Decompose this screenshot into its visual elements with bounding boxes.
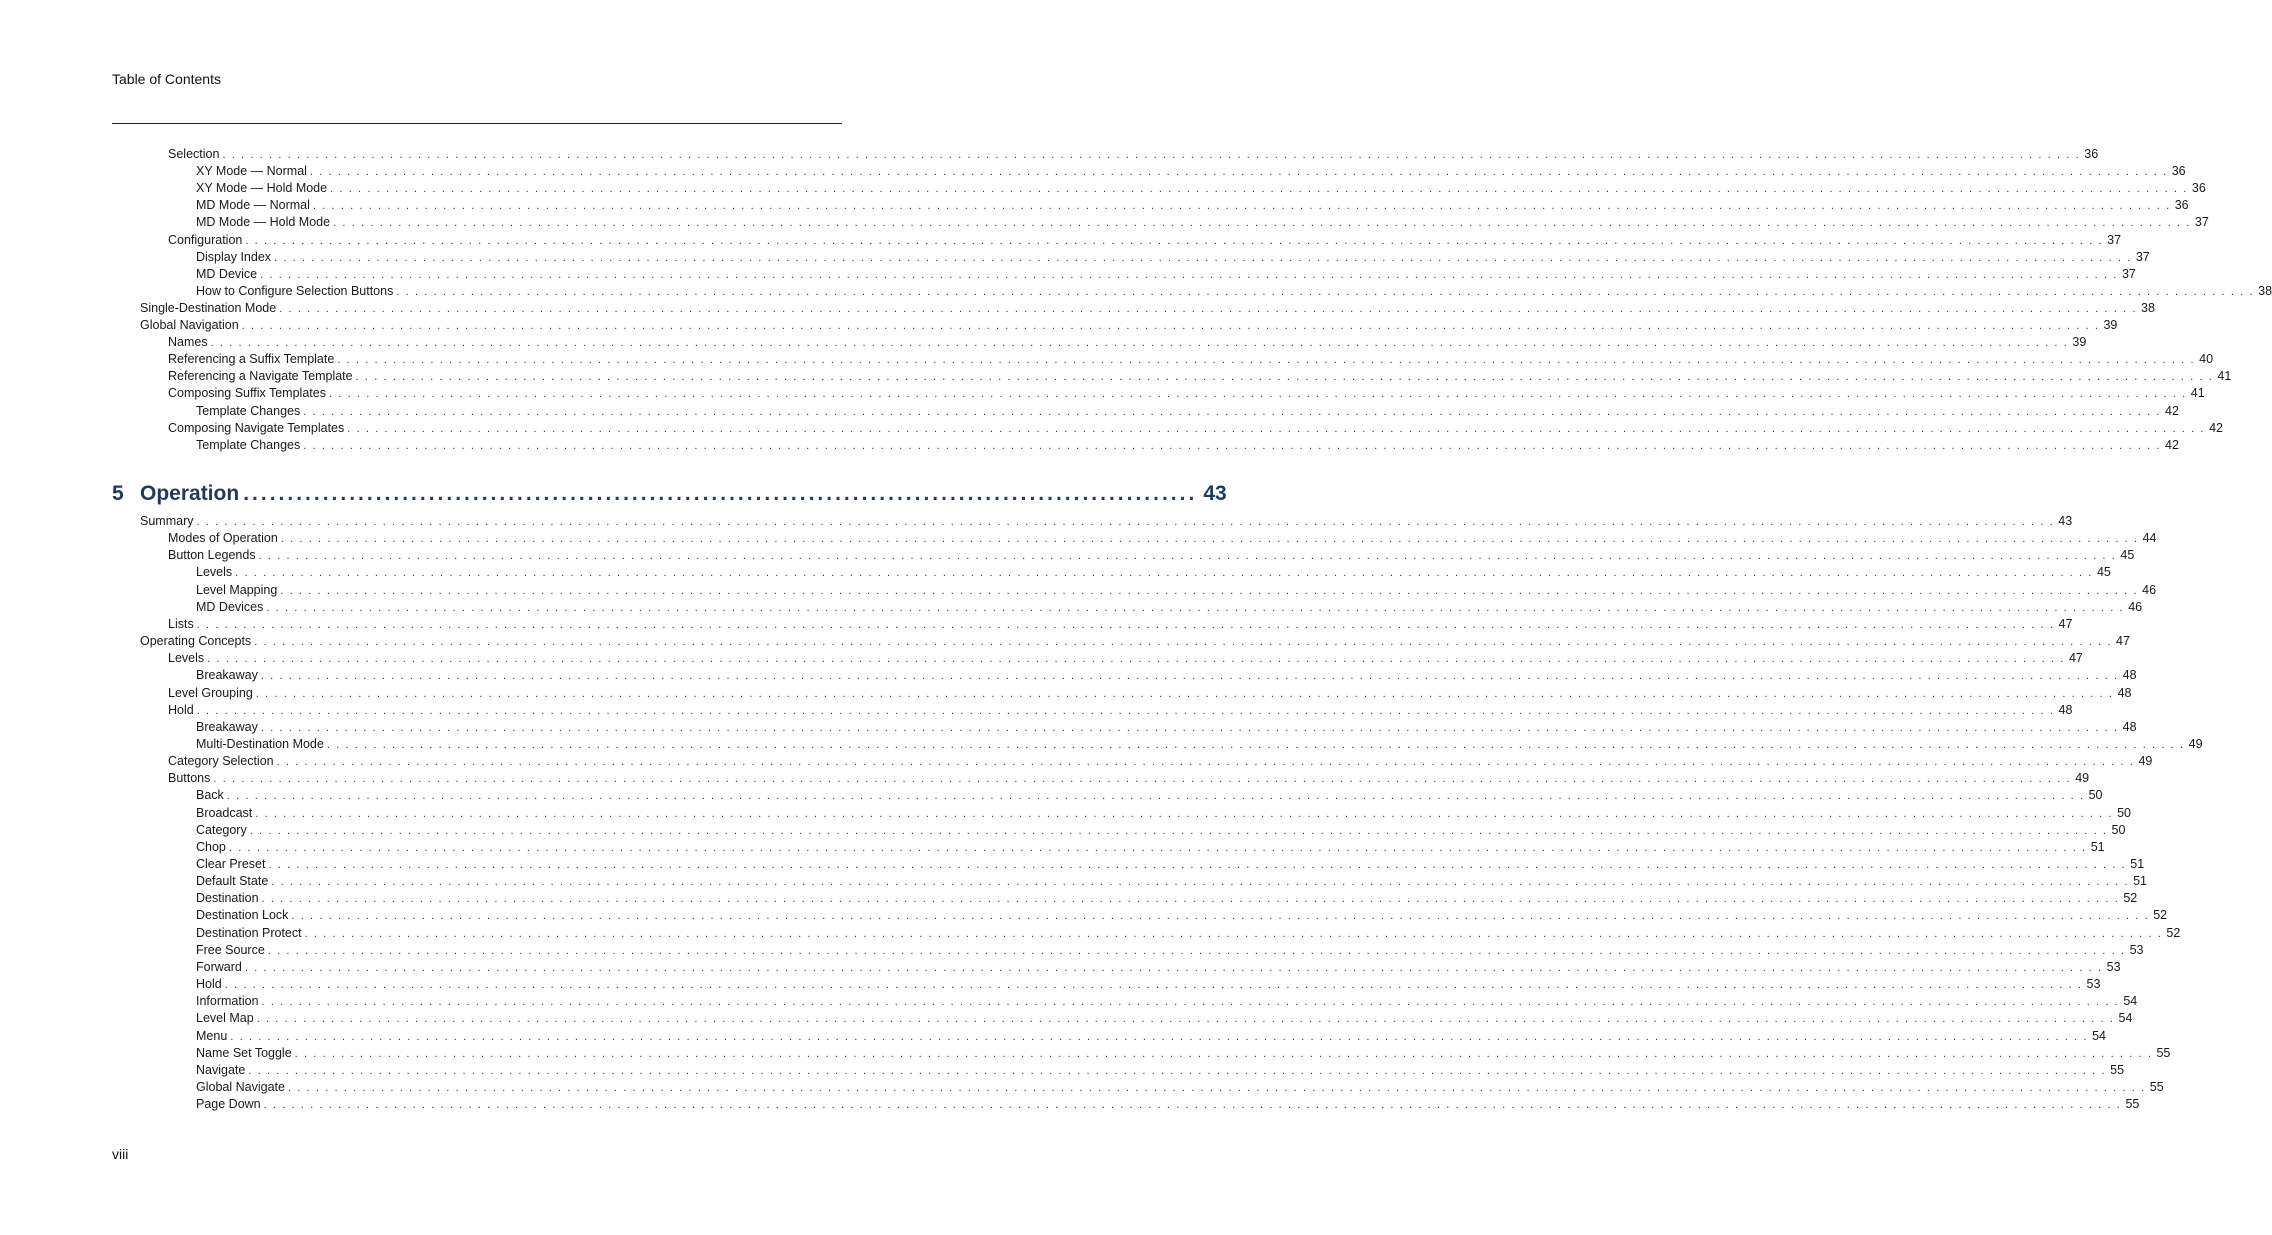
- toc-entry-label: Summary: [140, 514, 194, 528]
- toc-entry-label: Composing Suffix Templates: [168, 386, 326, 401]
- dot-leader: . . . . . . . . . . . . . . . . . . . . . . . . . . . . . . . . . . . . . . . . . . . . . . . . . . . . . . . . . . . . . . . . . . . . . . . . . . . . . . . . . . . . . . . . . . . . . . . . . . . . . . . . . . . . . . . . . . . . . . . . . . . . . . . . . . . . . . . . . . . . . . . . . . . . . . . . . . . . . . . . . . . . . . . . . . . . . . . . . . . . . . . . . . . . . . . . . . . . . . . .: [355, 371, 2214, 384]
- toc-entry-label: Global Navigation: [140, 318, 239, 332]
- toc-entry-label: MD Devices: [196, 599, 264, 614]
- toc-entry-label: Referencing a Suffix Template: [168, 352, 335, 367]
- toc-entry[interactable]: [196, 873, 2147, 891]
- toc-entry-label: Free Source: [196, 942, 265, 957]
- header-rule: [112, 123, 842, 124]
- toc-entry-page: 46: [2128, 599, 2143, 614]
- toc-entry-label: Levels: [168, 651, 205, 666]
- toc-entry[interactable]: [196, 736, 2203, 754]
- toc-entry-page: 52: [2153, 908, 2168, 923]
- toc-entry[interactable]: [196, 1096, 2140, 1114]
- toc-entry-page: 37: [2121, 266, 2136, 281]
- toc-entry[interactable]: [168, 650, 2083, 668]
- toc-entry-label: MD Mode — Normal: [196, 198, 310, 213]
- toc-entry-page: 54: [2123, 994, 2138, 1009]
- toc-entry-page: 50: [2088, 788, 2103, 803]
- chapter-page: 43: [1203, 482, 1227, 505]
- toc-entry-page: 36: [2191, 181, 2206, 196]
- toc-entry-label: Global Navigate: [196, 1079, 285, 1094]
- dot-leader: . . . . . . . . . . . . . . . . . . . . . . . . . . . . . . . . . . . . . . . . . . . . . . . . . . . . . . . . . . . . . . . . . . . . . . . . . . . . . . . . . . . . . . . . . . . . . . . . . . . . . . . . . . . . . . . . . . . . . . . . . . . . . . . . . . . . . . . . . . . . . . . . . . . . . . . . . . . . . . . . . . . . . . . . . . . . . . . . . . . . . . . . . . . . . . . . . . . . . . . .: [279, 302, 2138, 315]
- toc-entry-page: 48: [2122, 719, 2137, 734]
- dot-leader: . . . . . . . . . . . . . . . . . . . . . . . . . . . . . . . . . . . . . . . . . . . . . . . . . . . . . . . . . . . . . . . . . . . . . . . . . . . . . . . . . . . . . . . . . . . . . . . . . . . . . . . . . . . . . . . . . . . . . . . . . . . . . . . . . . . . . . . . . . . . . . . . . . . . . . . . . . . . . . . . . . . . . . . . . . . . . . . . . . . . . . . . . . . . . . . . . . . . . . . .: [196, 704, 2055, 717]
- toc-entry-page: 52: [2123, 891, 2138, 906]
- toc-entry-label: Destination: [196, 891, 259, 906]
- toc-entry-page: 42: [2165, 403, 2179, 418]
- toc-entry-page: 54: [2092, 1028, 2106, 1043]
- toc-entry[interactable]: [168, 232, 2122, 250]
- toc-entry[interactable]: [196, 856, 2145, 874]
- toc-entry[interactable]: [168, 702, 2073, 720]
- toc-entry-label: Selection: [168, 147, 220, 161]
- toc-entry-page: 48: [2117, 685, 2132, 700]
- toc-entry-label: Clear Preset: [196, 857, 266, 871]
- toc-entry[interactable]: [196, 266, 2136, 284]
- toc-entry[interactable]: [196, 163, 2186, 181]
- toc-entry[interactable]: [196, 283, 2272, 301]
- toc-entry[interactable]: [196, 787, 2103, 805]
- dot-leader: . . . . . . . . . . . . . . . . . . . . . . . . . . . . . . . . . . . . . . . . . . . . . . . . . . . . . . . . . . . . . . . . . . . . . . . . . . . . . . . . . . . . . . . . . . . . . . . . . . . . . . . . . . . . . . . . . . . . . . . . . . . . . . . . . . . . . . . . . . . . . . . . . . . . . . . . . . . . . . . . . . . . . . . . . . . . . . . . . . . . . . . . . . . . . . . . . . . . . . . .: [309, 166, 2168, 179]
- dot-leader: . . . . . . . . . . . . . . . . . . . . . . . . . . . . . . . . . . . . . . . . . . . . . . . . . . . . . . . . . . . . . . . . . . . . . . . . . . . . . . . . . . . . . . . . . . . . . . . . . . . . . . . . . . . . . . . . . . . . . . . . . . . . . . . . . . . . . . . . . . . . . . . . . . . . . . . . . . . . . . . . . . . . . . . . . . . . . . . . . . . . . . . . . . . . . . . . . . . . . . . .: [260, 670, 2119, 683]
- toc-entry-page: 37: [2194, 215, 2209, 230]
- dot-leader: . . . . . . . . . . . . . . . . . . . . . . . . . . . . . . . . . . . . . . . . . . . . . . . . . . . . . . . . . . . . . . . . . . . . . . . . . . . . . . . . . . . . . . . . . . . . . . . . . . . . . . . . . . . . . . . . . . . . . . . . . . . . . . . . . . . . . . . . . . . . . . . . . . . . . . . . . . . . . . . . . . . . . . . . . . . . . . . . . . . . . . . . . . . . . . . . . . . . . . . .: [303, 405, 2162, 418]
- toc-entry-label: Navigate: [196, 1062, 246, 1077]
- dot-leader: . . . . . . . . . . . . . . . . . . . . . . . . . . . . . . . . . . . . . . . . . . . . . . . . . . . . . . . . . . . . . . . . . . . . . . . . . . . . . . . . . . . . . . . . . . . . . . . . . . . . . . . . . . . . . . . . . . . . . . . . . . . . . . . . . . . . . . . . . . . . . . . . . . . . . . . . . . . . . . . . . . . . . . . . . . . . . . . . . . . . . . . . . . . . . . . . . . . . . . . .: [266, 601, 2125, 614]
- toc-entry-label: Display Index: [196, 249, 272, 264]
- toc-entry-page: 51: [2130, 857, 2145, 871]
- toc-entry-page: 50: [2117, 805, 2131, 820]
- dot-leader: . . . . . . . . . . . . . . . . . . . . . . . . . . . . . . . . . . . . . . . . . . . . . . . . . . . . . . . . . . . . . . . . . . . . . . . . . . . . . . . . . . . . . . . . . . . . . . . . . . . . . . . . . . . . . . . . . . . . . . . . . . . . . . . . . . . . . . . . . . . . . . . . . . . . . . . . . . . . . . . . . . . . . . . . . . . . . . . . . . . . . . . . . . . . . . . . . . . . . . . .: [235, 567, 2093, 580]
- dot-leader: . . . . . . . . . . . . . . . . . . . . . . . . . . . . . . . . . . . . . . . . . . . . . . . . . . . . . . . . . . . . . . . . . . . . . . . . . . . . . . . . . . . . . . . . . . . . . . . . . . . . . . . . . . . . . . . . . . . . . . . . . . . . . . . . . . . . . . . . . . . . . . . . . . . . . . . . . . . . . . . . . . . . . . . . . . . . . . . . . . . . . . . . . . . . . . . . . . . . . . . .: [207, 653, 2065, 666]
- dot-leader: . . . . . . . . . . . . . . . . . . . . . . . . . . . . . . . . . . . . . . . . . . . . . . . . . . . . . . . . . . . . . . . . . . . . . . . . . . . . . . . . . . . . . . . . . . . . . . . . . . . . . . . . . . . . . . . . . . . . . . . . . . . . . . . . . . . . . . . . . . . . . . . . . . . . . . . . . . . . . . . . . . . . . . . . . . . . . . . . . . . . . . . . . . . . . . . . . . . . . . . .: [328, 388, 2187, 401]
- dot-leader: . . . . . . . . . . . . . . . . . . . . . . . . . . . . . . . . . . . . . . . . . . . . . . . . . . . . . . . . . . . . . . . . . . . . . . . . . . . . . . . . . . . . . . . . . . . . . . . . . . . . . . . . . . . . . . . . . . . . . . . . . . . . . . . . . . . . . . . . . . . . . . . . . . . . . . . . . . . . . . . . . . . . . . . . . . . . . . . . . . . . . . . . . . . . . . . . . . . . . . . .: [230, 1030, 2089, 1043]
- toc-entry-label: Composing Navigate Templates: [168, 420, 345, 435]
- toc-entry[interactable]: [196, 667, 2137, 685]
- toc-entry[interactable]: [140, 317, 2118, 335]
- toc-entry-page: 55: [2149, 1079, 2164, 1094]
- toc-entry-page: 37: [2135, 249, 2150, 264]
- toc-entry-label: Chop: [196, 839, 226, 854]
- toc-entry-label: Buttons: [168, 771, 211, 786]
- toc-entry-label: Levels: [196, 565, 233, 580]
- toc-entry-label: MD Mode — Hold Mode: [196, 215, 331, 230]
- dot-leader: . . . . . . . . . . . . . . . . . . . . . . . . . . . . . . . . . . . . . . . . . . . . . . . . . . . . . . . . . . . . . . . . . . . . . . . . . . . . . . . . . . . . . . . . . . . . . . . . . . . . . . . . . . . . . . . . . . . . . . . . . . . . . . . . . . . . . . . . . . . . . . . . . . . . . . . . . . . . . . . . . . . . . . . . . . . . . . . . . . . . . . . . . . . . . . . . . . . . . . . .: [303, 439, 2162, 452]
- toc-entry-label: Multi-Destination Mode: [196, 736, 324, 751]
- toc-entry-page: 38: [2141, 300, 2155, 315]
- toc-entry[interactable]: [196, 582, 2157, 600]
- dot-leader: . . . . . . . . . . . . . . . . . . . . . . . . . . . . . . . . . . . . . . . . . . . . . . . . . . . . . . . . . . . . . . . . . . . . . . . . . . . . . . . . . . . . . . . . . . . . . . . . . . . . . . . . . . . . . . . . . . . . . . . . . . . . . . . . . . . . . . . . . . . . . . . . . . . . . . . . . . . . . . . . . . . . . . . . . . . . . . . . . . . . . . . . . . . . . . . . . . . . . . . .: [261, 996, 2120, 1009]
- dot-leader: . . . . . . . . . . . . . . . . . . . . . . . . . . . . . . . . . . . . . . . . . . . . . . . . . . . . . . . . . . . . . . . . . . . . . . . . . . . . . . . . . . . . . . . . . . . . . . . . . . . . . . . . . . . . . . . . . . . . . . . . . . . . . . . . . . . . . . . . . . . . . . . . . . . . . . . . . . . . . . . . . . . . . . . . . . . . . . . . . . . . . . . . . . . . . . . . . . . . . . . .: [347, 422, 2206, 435]
- dot-leader: . . . . . . . . . . . . . . . . . . . . . . . . . . . . . . . . . . . . . . . . . . . . . . . . . . . . . . . . . . . . . . . . . . . . . . . . . . . . . . . . . . . . . . . . . . . . . . . . . . . . . . . . . . . . . . . . . . . . . . . . . . . . . . . . . . . . . . . . . . . . . . . . . . . . . . . . . . . . . . . . . . . . . . . . . . . . . . . . . . . . . . . . . . . . . . . . . . . . . . . .: [196, 516, 2055, 528]
- toc-entry-label: Page Down: [196, 1097, 261, 1112]
- toc-entry-page: 36: [2174, 198, 2189, 213]
- dot-leader: . . . . . . . . . . . . . . . . . . . . . . . . . . . . . . . . . . . . . . . . . . . . . . . . . . . . . . . . . . . . . . . . . . . . . . . . . . . . . . . . . . . . . . . . . . . . . . . . . . . . . . . . . . . . . . . . . . . . . . . . . . . . . . . . . . . . . . . . . . . . . . . . . . . . . . . . . . . . . . . . . . . . . . . . . . . . . . . . . . . . . . . . . . . . . . . . . . . . . . . .: [326, 738, 2185, 751]
- dot-leader: . . . . . . . . . . . . . . . . . . . . . . . . . . . . . . . . . . . . . . . . . . . . . . . . . . . . . . . . . . . . . . . . . . . . . . . . . . . . . . . . . . . . . . . . . . . . . . . . . . . . . . . . . . . . . . . . . . . . . . . . . . . . . . . . . . . . . . . . . . . . . . . . . . . . . . . . . . . . . . . . . . . . . . . . . . . . . . . . . . . . . . . . . . . . . . . . . . . . . . . .: [280, 584, 2139, 597]
- toc-entry[interactable]: [196, 976, 2101, 994]
- dot-leader: . . . . . . . . . . . . . . . . . . . . . . . . . . . . . . . . . . . . . . . . . . . . . . . . . . . . . . . . . . . . . . . . . . . . . . . . . . . . . . . . . . . . . . . . . . . . . . . . . . . . . . . . . . . . . . . . . . . . . . . . . . . . . . . . . . . . . . . . . . . . . . . . . . . . . . . . . . . . . . . . . . . . . . . . . . . . . . . . . . . . . . . . . . . . . . . . . . . . . . . .: [241, 320, 2100, 332]
- toc-entry-page: 40: [2199, 352, 2214, 367]
- toc-entry-page: 45: [2096, 565, 2111, 580]
- dot-leader: . . . . . . . . . . . . . . . . . . . . . . . . . . . . . . . . . . . . . . . . . . . . . . . . . . . . . . . . . . . . . . . . . . . . . . . . . . . . . . . . . . . . . . . . . . . . . . . . . . . . . . . . . . . . . . . . . . . . . . . . . . . . . . . . . . . . . . . . . . . . . . . . . . . . . . . . . . . . . . . . . . . . . . . . . . . . . . . . . . . . . . . . . . . . . . . . . . . . . . . .: [224, 979, 2083, 992]
- footer-page-number: viii: [112, 1146, 129, 1162]
- toc-entry-page: 52: [2166, 925, 2181, 940]
- dot-leader: . . . . . . . . . . . . . . . . . . . . . . . . . . . . . . . . . . . . . . . . . . . . . . . . . . . . . . . . . . . . . . . . . . . . . . . . . . . . . . . . . . . . . . . . . . . . . . . . . . . . . . . . . . . . . . . . . . . . . . . . . . . . . . . . . . . . . . . . . . . . . . . . . . . . . . . . . . . . . . . . . . . . . . . . . . . . . . . . . . . . . . . . . . . . . . . . . . . . . . . .: [256, 1013, 2115, 1026]
- toc-entry-page: 47: [2068, 651, 2083, 666]
- dot-leader: . . . . . . . . . . . . . . . . . . . . . . . . . . . . . . . . . . . . . . . . . . . . . . . . . . . . . . . . . . . . . . . . . . . . . . . . . . . . . . . . . . . . . . . . . . . . . . . . . . . . . . . . . . . . . . . . . . . . . . . . . . . . . . . . . . . . . . . . . . . . . . . . . . . . . . . . . . . . . . . . . . . . . . . . . . . . . . . . . . . . . . . . . . . . . . . . . . . . . . . .: [291, 910, 2150, 923]
- toc-entry-page: 47: [2116, 634, 2130, 649]
- dot-leader: . . . . . . . . . . . . . . . . . . . . . . . . . . . . . . . . . . . . . . . . . . . . . . . . . . . . . . . . . . . . . . . . . . . . . . . . . . . . . . . . . . . . . . . . . . . . . . . . . . . . . . . . . . . . . . . . . . . . . . . . . . . . . . . . . . . . . . . . . . . . . . . . . . . . . . . . . . . . . . . . . . . . . . . . . . . . . . . . . . . . . . . . . . . . . . . . . . . . . . . .: [261, 893, 2120, 906]
- toc-entry-page: 53: [2106, 959, 2121, 974]
- toc-entry-label: Menu: [196, 1028, 228, 1043]
- dot-leader: . . . . . . . . . . . . . . . . . . . . . . . . . . . . . . . . . . . . . . . . . . . . . . . . . . . . . . . . . . . . . . . . . . . . . . . . . . . . . . . . . . . . . . . . . . . . . . . . . . . . . . . . . . . . . . . . . . . . . . . . . . . . . . . . . . . . . . . . . . . . . . . . . . . . . . . . . . . . . . . . . . . . . . . . . . . . . . . . . . . . . . . . . . . . . . . . . . . . . . . .: [258, 550, 2117, 563]
- toc-entry-page: 47: [2058, 616, 2073, 631]
- toc-entry[interactable]: [196, 907, 2168, 925]
- toc-entry-page: 42: [2209, 420, 2223, 435]
- dot-leader: . . . . . . . . . . . . . . . . . . . . . . . . . . . . . . . . . . . . . . . . . . . . . . . . . . . . . . . . . . . . . . . . . . . . . . . . . . . . . . . . . . . . . . . . . . . . . . . . . . . . . . . . . . . . . . . . . . . . . . . . . . . . . . . . . . . . . . . . . . . . . . . . . . . . . . . . . . . . . . . . . . . . . . . . . . . . . . . . . . . . . . . . . . . . . . . . . . . . . . . .: [330, 183, 2188, 196]
- chapter-title: Operation: [140, 482, 240, 505]
- toc-entry-page: 43: [2058, 514, 2073, 528]
- dot-leader: . . . . . . . . . . . . . . . . . . . . . . . . . . . . . . . . . . . . . . . . . . . . . . . . . . . . . . . . . . . . . . . . . . . . . . . . . . . . . . . . . . . . . . . . . . . . . . . . . . . . . . . . . . . . . . . . . . . . . . . . . . . . . . . . . . . . . . . . . . . . . . . . . . . . . . . . . . . . . . . . . . . . . . . . . . . . . . . . . . . . . . . . . . . . . . . . . . . . . . . .: [245, 234, 2104, 247]
- toc-entry-label: How to Configure Selection Buttons: [196, 283, 394, 298]
- toc-entry-label: Operating Concepts: [140, 634, 252, 649]
- toc-entry-page: 38: [2258, 283, 2272, 298]
- toc-entry-label: Information: [196, 994, 259, 1009]
- toc-entry[interactable]: [196, 1079, 2164, 1097]
- toc-entry[interactable]: [168, 530, 2157, 548]
- toc-entry-page: 36: [2171, 164, 2186, 179]
- toc-entry-label: Level Map: [196, 1011, 254, 1026]
- page-header-title: Table of Contents: [112, 71, 221, 87]
- toc-entry-page: 41: [2217, 369, 2232, 384]
- toc-entry-label: Single-Destination Mode: [140, 300, 277, 315]
- toc-entry-page: 54: [2118, 1011, 2133, 1026]
- toc-entry[interactable]: [196, 719, 2137, 737]
- toc-entry[interactable]: [168, 420, 2223, 438]
- dot-leader: . . . . . . . . . . . . . . . . . . . . . . . . . . . . . . . . . . . . . . . . . . . . . . . . . . . . . . . . . . . . . . . . . . . . . . . . . . . . . . . . . . . . . . . . . . . . . . . . . . . . . . . . . . . . . . . . . . . . . . . . . . . . . . . . . . . . . . . . . . . . . . . . . . . . . . . . . . . . . . . . . . . . . . . . . . . . . . . . . . . . . . . . . . . . . . . . . . . . . . . .: [222, 149, 2081, 161]
- toc-entry[interactable]: [168, 753, 2153, 771]
- toc-entry-label: Breakaway: [196, 719, 258, 734]
- toc-entry-label: Default State: [196, 874, 269, 889]
- toc-entry[interactable]: [196, 180, 2206, 198]
- toc-entry[interactable]: [196, 1028, 2106, 1046]
- toc-entry-page: 48: [2122, 668, 2137, 683]
- toc-entry-page: 49: [2188, 736, 2203, 751]
- dot-leader: . . . . . . . . . . . . . . . . . . . . . . . . . . . . . . . . . . . . . . . . . . . . . . . . . . . . . . . . . . . . . . . . . . . . . . . . . . . . . . . . . . . . . . . . . . . . . . . . . . . . . . . . . . . . . . . . . . . . . . . . . . . . . . . . . . . . . . . . . . . . . . . . . . . . . . . . . . . . . . . . . . . . . . . . . . . . . . . . . . . . . . . . . . . . . . . . . . . . . . . .: [254, 636, 2112, 649]
- dot-leader: . . . . . . . . . . . . . . . . . . . . . . . . . . . . . . . . . . . . . . . . . . . . . . . . . . . . . . . . . . . . . . . . . . . . . . . . . . . . . . . . . . . . . . . . . . . . . . . . . . . . . . . . . . . . . . . . . . . . . . . . . . . . . . . . . . . . . . . . . . . . . . . . . . . . . . . . . . . . . . . . . . . . . . . . . . . . . . . . . . . . . . . . . . . . . . . . . . . . . . . .: [274, 251, 2132, 264]
- toc-entry-page: 45: [2120, 548, 2135, 563]
- toc-entry[interactable]: [196, 839, 2105, 857]
- toc-entry-page: 44: [2142, 531, 2157, 546]
- dot-leader: . . . . . . . . . . . . . . . . . . . . . . . . . . . . . . . . . . . . . . . . . . . . . . . . . . . . . . . . . . . . . . . . . . . . . . . . . . . . . . . . . . . . . . . . . . . . . . . . . . . . . . . . . . . . . . . . . . . . . . . . . . . . . . . . . . . . . . . . . . . . . . . . . . . . . . . . . . . . . . . . . . . . . . . . . . . . . . . . . . . . . . . . . . . . . . . . . . . . . . . .: [248, 1064, 2107, 1077]
- toc-entry-page: 53: [2129, 942, 2144, 957]
- toc-entry[interactable]: [196, 942, 2144, 960]
- dot-leader: . . . . . . . . . . . . . . . . . . . . . . . . . . . . . . . . . . . . . . . . . . . . . . . . . . . . . . . . . . . . . . . . . . . . . . . . . . . . . . . . . . . . . . . . . . . . . . . . . . . . . . . . . . . . . . . . . . . . . . . . . . . . . . . . . . . . . . . . . . . . . . . . . . . . . . . . . . . . . . . . . . . . . . . . . . . . . . . . . . . . . . . . . . . . . . . . . . . . . . . .: [276, 756, 2135, 769]
- dot-leader: . . . . . . . . . . . . . . . . . . . . . . . . . . . . . . . . . . . . . . . . . . . . . . . . . . . . . . . . . . . . . . . . . . . . . . . . . . . . . . . . . . . . . . . . . . . . . . . . . . . . . . . . . . . . . . . . . . . . . . . . . . . . . . . . . . . . . . . . . . . . . . . . . . . . . . . . . . . . . . . . . . . . . . . . . . . . . . . . . . . . . . . . . . . . . . . . . . . . . . . .: [294, 1047, 2153, 1060]
- toc-entry-page: 37: [2107, 232, 2122, 247]
- toc-entry[interactable]: [168, 334, 2087, 352]
- dot-leader: . . . . . . . . . . . . . . . . . . . . . . . . . . . . . . . . . . . . . . . . . . . . . . . . . . . . . . . . . . . . . . . . . . . . . . . . . . . . . . . . . . . . . . . . . . . . . . . . . . . . . . . . . . . . . . . . . . . . . . . . . . . . . . . . . . . . . . . . . . . . . . . . . . . . . . . . . . . . . . . . . . . . . . . . . . . . . . . . . . . . . . . . . . . . . . . . . . . . . . . .: [280, 533, 2139, 546]
- dot-leader: . . . . . . . . . . . . . . . . . . . . . . . . . . . . . . . . . . . . . . . . . . . . . . . . . . . . . . . . . . . . . . . . . . . . . . . . . . . . . . . . . . . . . . . . . . . . . . . . . . . . . . . . . . . . . . . . . . . . . . . . . . . . . . . . . . . . . . . . . . . . . . . . . . . . . . . . . . . . . . . . . . . . . . . . . . . . . . . . . . . . . . . . . . . . . . . . . . . . . . . .: [268, 859, 2127, 871]
- toc-entry-label: Hold: [168, 702, 194, 717]
- toc-entry[interactable]: [196, 197, 2189, 215]
- toc-entry[interactable]: [168, 385, 2205, 403]
- toc-entry-page: 41: [2190, 386, 2205, 401]
- toc-entry[interactable]: [168, 368, 2232, 386]
- dot-leader: . . . . . . . . . . . . . . . . . . . . . . . . . . . . . . . . . . . . . . . . . . . . . . . . . . . . . . . . . . . . . . . . . . . . . . . . . . . . . . . . . . . . . . . . . . . . . . . . . . . . . . . . . . . . . . . . . . . . . . . . . . . . . . . . . . . . . . . . . . . . . . . . . . . . . . . . . . . . . . . . . . . . . . . . . . . . . . . . . . . . . . . . . . . . . . . . . . . . . . . .: [263, 1099, 2122, 1112]
- dot-leader: . . . . . . . . . . . . . . . . . . . . . . . . . . . . . . . . . . . . . . . . . . . . . . . . . . . . . . . . . . . . . . . . . . . . . . . . . . . . . . . . . . . . . . . . . . . . . . . . . . . . . . . . . . . . . . . . . . . . . . . . . . . . . . . . . . . . . . . . . . . . . . . . . . . . . . . . . . . . . . . . . . . . . . . . . . . . . . . . . . . . . . . . . . . . . . . . . . . . . . . .: [228, 841, 2087, 854]
- dot-leader: . . . . . . . . . . . . . . . . . . . . . . . . . . . . . . . . . . . . . . . . . . . . . . . . . . . . . . . . . . . . . . . . . . . . . . . . . . . . . . . . . . . . . . . . . . . . . . . . . . . . . . . . . . . . . . . . . . . . . . . . . . . . . . . . . . . . . . . . . . . . . . . . . . . . . . . . . . . . . . . . . . . . . . . . . . . . . . . . . . . . . . . . . . . . . . . . . . . . . . . .: [267, 944, 2126, 957]
- toc-entry[interactable]: [168, 547, 2135, 565]
- toc-entry-page: 55: [2156, 1045, 2171, 1060]
- toc-entry-label: MD Device: [196, 266, 258, 281]
- dot-leader: . . . . . . . . . . . . . . . . . . . . . . . . . . . . . . . . . . . . . . . . . . . . . . . . . . . . . . . . . . . . . . . . . . . . . . . . . . . . . . . . . . . . . . . . . . . . . . . . . . . . . . . . . . . . . . . . . . . . . . . . . . . . . . . . . . . . . . . . . . . . . . . . . . . . . . . . . . . . . . . . . . . . . . . . . . . . . . . . . . . . . . . . . . . . . . . . . . . . . . . .: [271, 876, 2130, 889]
- toc-entry-label: XY Mode — Hold Mode: [196, 181, 328, 196]
- toc-entry-label: Referencing a Navigate Template: [168, 369, 353, 384]
- toc-entry[interactable]: [168, 146, 2099, 164]
- toc-entry-page: 36: [2084, 147, 2099, 161]
- dot-leader: . . . . . . . . . . . . . . . . . . . . . . . . . . . . . . . . . . . . . . . . . . . . . . . . . . . . . . . . . . . . . . . . . . . . . . . . . . . . . . . . . . . . . . . . . . . . . . . . . . . . . . . . . . . . . . . . . . . . . . . . . . . . . . . . . . . . . . . . . . . . . . . . . . . . . . . . . . . . . . . . . . . . . . . . . . . . . . . . . . . . . . . . . . . . . . . . . . . . . . . .: [304, 927, 2163, 940]
- toc-entry-label: Template Changes: [196, 437, 301, 452]
- toc-entry-label: Category Selection: [168, 754, 274, 769]
- toc-entry-page: 39: [2072, 335, 2087, 350]
- toc-entry-page: 50: [2111, 822, 2126, 837]
- toc-entry[interactable]: [196, 1045, 2171, 1063]
- toc-entry[interactable]: [196, 403, 2179, 421]
- toc-entry[interactable]: [168, 351, 2214, 369]
- toc-entry[interactable]: [196, 959, 2121, 977]
- toc-entry-page: 48: [2058, 702, 2073, 717]
- toc-entry[interactable]: [168, 616, 2073, 634]
- toc-entry[interactable]: [196, 564, 2111, 582]
- toc-entry-label: Destination Protect: [196, 925, 302, 940]
- toc-entry-page: 39: [2103, 318, 2118, 332]
- dot-leader: . . . . . . . . . . . . . . . . . . . . . . . . . . . . . . . . . . . . . . . . . . . . . . . . . . . . . . . . . . . . . . . . . . . . . . . . . . . . . . . . . . . . . . . . . . . . . . . . . . . . . . . . . . . . . . . . . . . . . . . . . . . . . . . . . . . . . . . . . . . . . . . . . . . . . . . . . . . . . . . . . . . . . . . . . . . . . . . . . . . . . . . . . . . . . . . . . . . . . . . .: [249, 824, 2108, 837]
- dot-leader: . . . . . . . . . . . . . . . . . . . . . . . . . . . . . . . . . . . . . . . . . . . . . . . . . . . . . . . . . . . . . . . . . . . . . . . . . . . . . . . . . . . . . . . . . . . . . . . . . . . . . . . . . . . . . . . . . . . . . . . . . . . . . . . . . . . . . . . . . . . . . . . . . . . . . . . . . . . . . . . . . . . . . . . . . . . . . . . . . . . . . . . . . . . . . . . . . . . . . . . .: [287, 1081, 2146, 1094]
- dot-leader: ............................................................................................................: [243, 482, 1198, 505]
- toc-entry-label: Level Mapping: [196, 582, 278, 597]
- dot-leader: . . . . . . . . . . . . . . . . . . . . . . . . . . . . . . . . . . . . . . . . . . . . . . . . . . . . . . . . . . . . . . . . . . . . . . . . . . . . . . . . . . . . . . . . . . . . . . . . . . . . . . . . . . . . . . . . . . . . . . . . . . . . . . . . . . . . . . . . . . . . . . . . . . . . . . . . . . . . . . . . . . . . . . . . . . . . . . . . . . . . . . . . . . . . . . . . . . . . . . . .: [337, 354, 2196, 367]
- toc-entry-label: Names: [168, 335, 208, 350]
- dot-leader: . . . . . . . . . . . . . . . . . . . . . . . . . . . . . . . . . . . . . . . . . . . . . . . . . . . . . . . . . . . . . . . . . . . . . . . . . . . . . . . . . . . . . . . . . . . . . . . . . . . . . . . . . . . . . . . . . . . . . . . . . . . . . . . . . . . . . . . . . . . . . . . . . . . . . . . . . . . . . . . . . . . . . . . . . . . . . . . . . . . . . . . . . . . . . . . . . . . . . . . .: [396, 285, 2255, 298]
- toc-entry-page: 42: [2165, 437, 2179, 452]
- dot-leader: . . . . . . . . . . . . . . . . . . . . . . . . . . . . . . . . . . . . . . . . . . . . . . . . . . . . . . . . . . . . . . . . . . . . . . . . . . . . . . . . . . . . . . . . . . . . . . . . . . . . . . . . . . . . . . . . . . . . . . . . . . . . . . . . . . . . . . . . . . . . . . . . . . . . . . . . . . . . . . . . . . . . . . . . . . . . . . . . . . . . . . . . . . . . . . . . . . . . . . . .: [333, 217, 2191, 230]
- toc-entry-page: 51: [2133, 874, 2147, 889]
- toc-entry-label: XY Mode — Normal: [196, 164, 307, 179]
- toc-entry[interactable]: [196, 890, 2138, 908]
- toc-entry-label: Category: [196, 822, 247, 837]
- toc-entry[interactable]: [168, 770, 2090, 788]
- toc-entry[interactable]: [196, 925, 2181, 943]
- toc-entry[interactable]: [196, 599, 2143, 617]
- dot-leader: . . . . . . . . . . . . . . . . . . . . . . . . . . . . . . . . . . . . . . . . . . . . . . . . . . . . . . . . . . . . . . . . . . . . . . . . . . . . . . . . . . . . . . . . . . . . . . . . . . . . . . . . . . . . . . . . . . . . . . . . . . . . . . . . . . . . . . . . . . . . . . . . . . . . . . . . . . . . . . . . . . . . . . . . . . . . . . . . . . . . . . . . . . . . . . . . . . . . . . . .: [255, 687, 2114, 700]
- dot-leader: . . . . . . . . . . . . . . . . . . . . . . . . . . . . . . . . . . . . . . . . . . . . . . . . . . . . . . . . . . . . . . . . . . . . . . . . . . . . . . . . . . . . . . . . . . . . . . . . . . . . . . . . . . . . . . . . . . . . . . . . . . . . . . . . . . . . . . . . . . . . . . . . . . . . . . . . . . . . . . . . . . . . . . . . . . . . . . . . . . . . . . . . . . . . . . . . . . . . . . . .: [255, 807, 2114, 820]
- toc-entry-label: Template Changes: [196, 403, 301, 418]
- toc-entry[interactable]: [168, 685, 2132, 703]
- toc-entry-label: Level Grouping: [168, 685, 253, 700]
- chapter-number: 5: [112, 482, 124, 505]
- toc-entry-label: Configuration: [168, 232, 243, 247]
- toc-entry-label: Modes of Operation: [168, 531, 278, 546]
- toc-entry[interactable]: [140, 513, 2073, 531]
- dot-leader: . . . . . . . . . . . . . . . . . . . . . . . . . . . . . . . . . . . . . . . . . . . . . . . . . . . . . . . . . . . . . . . . . . . . . . . . . . . . . . . . . . . . . . . . . . . . . . . . . . . . . . . . . . . . . . . . . . . . . . . . . . . . . . . . . . . . . . . . . . . . . . . . . . . . . . . . . . . . . . . . . . . . . . . . . . . . . . . . . . . . . . . . . . . . . . . . . . . . . . . .: [196, 618, 2055, 631]
- toc-entry[interactable]: [196, 249, 2150, 267]
- toc-entry-label: Back: [196, 788, 224, 803]
- toc-entry[interactable]: [196, 437, 2179, 455]
- toc-entry-label: Name Set Toggle: [196, 1045, 292, 1060]
- dot-leader: . . . . . . . . . . . . . . . . . . . . . . . . . . . . . . . . . . . . . . . . . . . . . . . . . . . . . . . . . . . . . . . . . . . . . . . . . . . . . . . . . . . . . . . . . . . . . . . . . . . . . . . . . . . . . . . . . . . . . . . . . . . . . . . . . . . . . . . . . . . . . . . . . . . . . . . . . . . . . . . . . . . . . . . . . . . . . . . . . . . . . . . . . . . . . . . . . . . . . . . .: [260, 268, 2118, 281]
- toc-entry-page: 55: [2110, 1062, 2125, 1077]
- toc-entry-label: Destination Lock: [196, 908, 289, 923]
- dot-leader: . . . . . . . . . . . . . . . . . . . . . . . . . . . . . . . . . . . . . . . . . . . . . . . . . . . . . . . . . . . . . . . . . . . . . . . . . . . . . . . . . . . . . . . . . . . . . . . . . . . . . . . . . . . . . . . . . . . . . . . . . . . . . . . . . . . . . . . . . . . . . . . . . . . . . . . . . . . . . . . . . . . . . . . . . . . . . . . . . . . . . . . . . . . . . . . . . . . . . . . .: [260, 721, 2119, 734]
- dot-leader: . . . . . . . . . . . . . . . . . . . . . . . . . . . . . . . . . . . . . . . . . . . . . . . . . . . . . . . . . . . . . . . . . . . . . . . . . . . . . . . . . . . . . . . . . . . . . . . . . . . . . . . . . . . . . . . . . . . . . . . . . . . . . . . . . . . . . . . . . . . . . . . . . . . . . . . . . . . . . . . . . . . . . . . . . . . . . . . . . . . . . . . . . . . . . . . . . . . . . . . .: [312, 200, 2171, 213]
- toc-entry-label: Hold: [196, 977, 222, 992]
- dot-leader: . . . . . . . . . . . . . . . . . . . . . . . . . . . . . . . . . . . . . . . . . . . . . . . . . . . . . . . . . . . . . . . . . . . . . . . . . . . . . . . . . . . . . . . . . . . . . . . . . . . . . . . . . . . . . . . . . . . . . . . . . . . . . . . . . . . . . . . . . . . . . . . . . . . . . . . . . . . . . . . . . . . . . . . . . . . . . . . . . . . . . . . . . . . . . . . . . . . . . . . .: [210, 337, 2069, 350]
- toc-entry-label: Broadcast: [196, 805, 253, 820]
- toc-entry-page: 53: [2086, 977, 2101, 992]
- toc-entry[interactable]: [140, 633, 2130, 651]
- toc-entry-page: 49: [2138, 754, 2153, 769]
- dot-leader: . . . . . . . . . . . . . . . . . . . . . . . . . . . . . . . . . . . . . . . . . . . . . . . . . . . . . . . . . . . . . . . . . . . . . . . . . . . . . . . . . . . . . . . . . . . . . . . . . . . . . . . . . . . . . . . . . . . . . . . . . . . . . . . . . . . . . . . . . . . . . . . . . . . . . . . . . . . . . . . . . . . . . . . . . . . . . . . . . . . . . . . . . . . . . . . . . . . . . . . .: [244, 961, 2103, 974]
- toc-entry-page: 51: [2090, 839, 2105, 854]
- toc-entry-label: Button Legends: [168, 548, 256, 563]
- toc-entry[interactable]: [196, 822, 2126, 840]
- toc-entry-page: 55: [2125, 1097, 2140, 1112]
- toc-entry[interactable]: [140, 300, 2155, 318]
- dot-leader: . . . . . . . . . . . . . . . . . . . . . . . . . . . . . . . . . . . . . . . . . . . . . . . . . . . . . . . . . . . . . . . . . . . . . . . . . . . . . . . . . . . . . . . . . . . . . . . . . . . . . . . . . . . . . . . . . . . . . . . . . . . . . . . . . . . . . . . . . . . . . . . . . . . . . . . . . . . . . . . . . . . . . . . . . . . . . . . . . . . . . . . . . . . . . . . . . . . . . . . .: [213, 773, 2072, 786]
- toc-entry-page: 49: [2075, 771, 2090, 786]
- dot-leader: . . . . . . . . . . . . . . . . . . . . . . . . . . . . . . . . . . . . . . . . . . . . . . . . . . . . . . . . . . . . . . . . . . . . . . . . . . . . . . . . . . . . . . . . . . . . . . . . . . . . . . . . . . . . . . . . . . . . . . . . . . . . . . . . . . . . . . . . . . . . . . . . . . . . . . . . . . . . . . . . . . . . . . . . . . . . . . . . . . . . . . . . . . . . . . . . . . . . . . . .: [226, 790, 2085, 803]
- toc-entry-page: 46: [2142, 582, 2157, 597]
- toc-entry[interactable]: [196, 1010, 2133, 1028]
- toc-entry-label: Breakaway: [196, 668, 258, 683]
- toc-entry-label: Lists: [168, 616, 194, 631]
- chapter-heading[interactable]: [112, 482, 1227, 506]
- toc-entry[interactable]: [196, 805, 2131, 823]
- toc-entry-label: Forward: [196, 959, 242, 974]
- toc-entry[interactable]: [196, 214, 2209, 232]
- toc-entry[interactable]: [196, 993, 2138, 1011]
- toc-entry[interactable]: [196, 1062, 2125, 1080]
